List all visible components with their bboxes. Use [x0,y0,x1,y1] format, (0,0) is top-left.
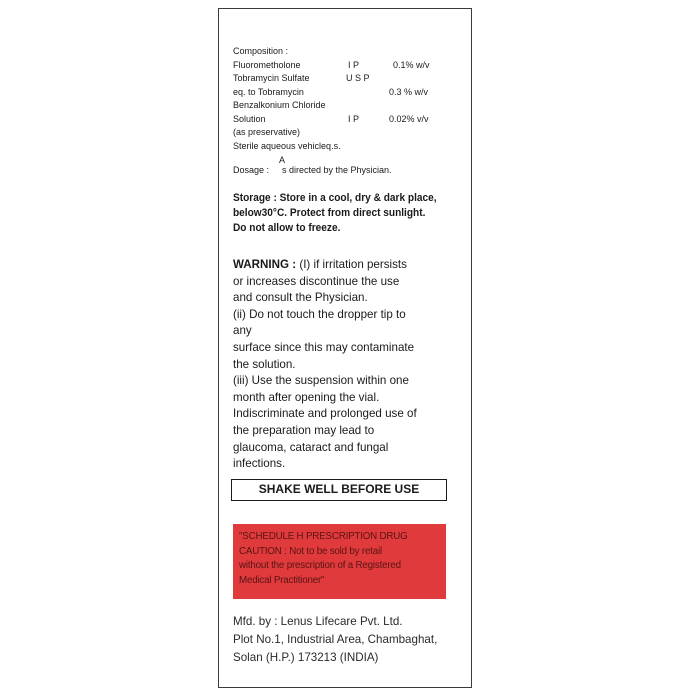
composition-row-name: Solution [233,113,266,124]
warning-line: glaucoma, cataract and fungal [233,440,389,454]
warning-line: (iii) Use the suspension within one [233,374,409,388]
warning-line: the solution. [233,357,296,371]
warning-line: and consult the Physician. [233,291,368,305]
schedule-line: "SCHEDULE H PRESCRIPTION DRUG [239,531,408,542]
dosage-text: s directed by the Physician. [282,165,392,175]
composition-row-value: 0.1% w/v [393,59,430,70]
medicine-label-panel [218,8,472,688]
warning-line: Indiscriminate and prolonged use of [233,407,417,421]
composition-row-value: 0.3 % w/v [389,86,429,97]
storage-instructions [233,191,437,236]
warning-line: month after opening the vial. [233,390,380,404]
composition-row-name: Sterile aqueous vehicleq.s. [233,140,341,151]
manufacturer-block [233,613,437,667]
schedule-line: Medical Practitioner" [239,574,325,586]
manufacturer-line: Mfd. by : Lenus Lifecare Pvt. Ltd. [233,615,403,628]
storage-line: below30°C. Protect from direct sunlight. [233,207,426,219]
composition-row-value: 0.02% v/v [389,113,429,124]
warning-line: surface since this may contaminate [233,340,415,354]
manufacturer-line: Solan (H.P.) 173213 (INDIA) [233,651,379,664]
storage-line: Do not allow to freeze. [233,222,341,234]
warning-block [233,257,417,473]
composition-heading: Composition : [233,46,289,56]
composition-row-name: Benzalkonium Chloride [233,100,326,110]
schedule-line: without the prescription of a Registered [239,560,401,571]
schedule-line: CAUTION : Not to be sold by retail [239,545,382,557]
warning-line: (ii) Do not touch the dropper tip to [233,307,406,321]
composition-row-name: (as preservative) [233,127,301,137]
schedule-h-caution-box [233,524,446,599]
warning-line: any [233,324,252,338]
dosage-prefix: Dosage : [233,165,270,175]
manufacturer-line: Plot No.1, Industrial Area, Chambaghat, [233,633,438,646]
warning-line: (I) if irritation persists [296,258,407,271]
composition-row-std: I P [348,113,360,124]
warning-line: infections. [233,457,286,471]
composition-row-std: I P [348,59,360,70]
warning-heading: WARNING : [233,258,297,271]
composition-row-std: U S P [346,73,370,83]
warning-line: or increases discontinue the use [233,274,400,288]
composition-row-name: Fluorometholone [233,59,301,70]
dosage-superscript: A [279,155,286,165]
composition-row-name: eq. to Tobramycin [233,86,304,97]
storage-line: Storage : Store in a cool, dry & dark place, [233,192,437,204]
shake-well-box: SHAKE WELL BEFORE USE [231,479,447,501]
composition-row-name: Tobramycin Sulfate [233,73,310,83]
warning-line: the preparation may lead to [233,423,375,437]
